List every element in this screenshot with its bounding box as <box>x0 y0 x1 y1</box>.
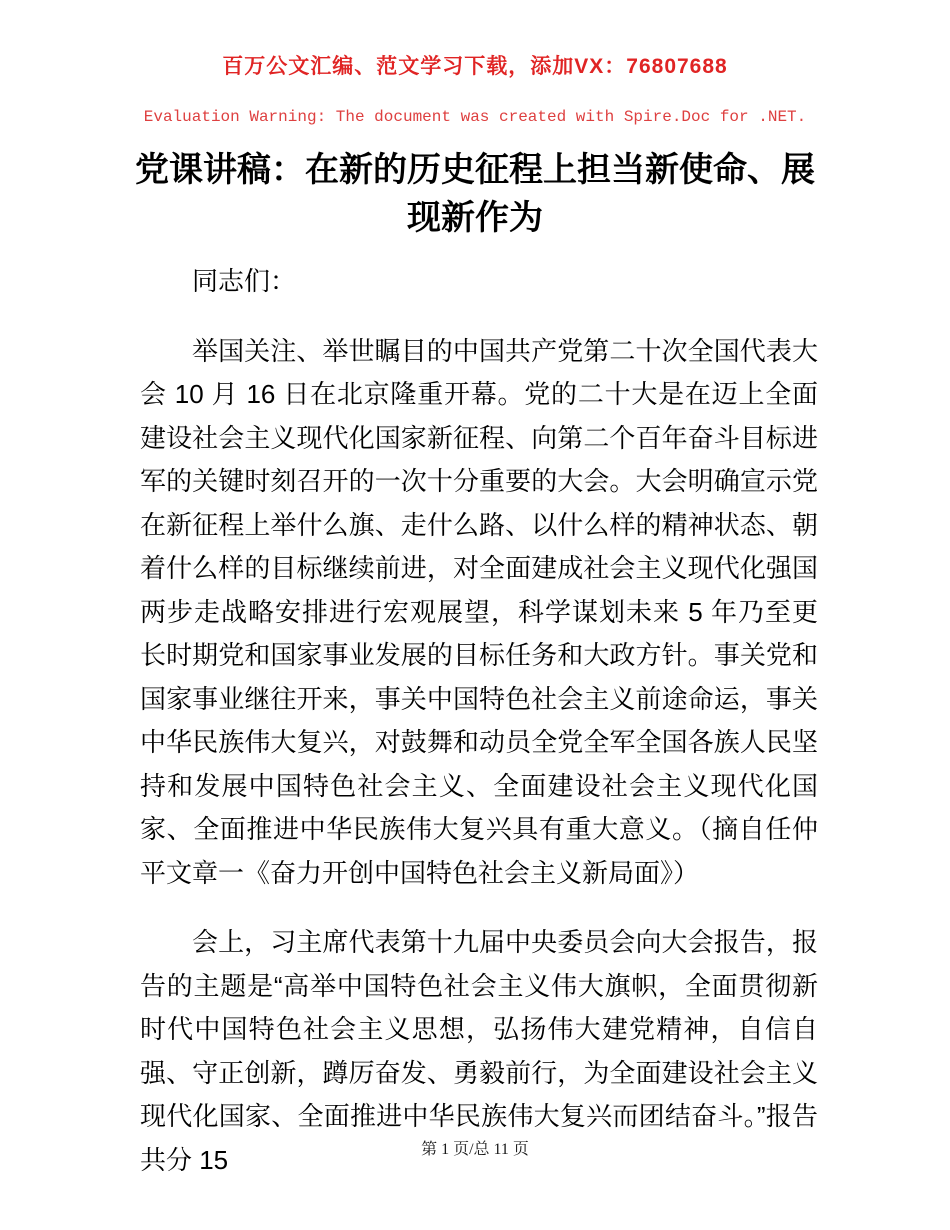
paragraph-1: 举国关注、举世瞩目的中国共产党第二十次全国代表大会 10 月 16 日在北京隆重开幕。党的二十大是在迈上全面建设社会主义现代化国家新征程、向第二个百年奋斗目标进军的关键时刻召开的一次十分重要的大会。大会明确宣示党在新征程上举什么旗、走什么路、以什么样的精神状态、朝着什么样的目标继续前进，对全面建成社会主义现代化强国两步走战略安排进行宏观展望，科学谋划未来 5 年乃至更长时期党和国家事业发展的目标任务和大政方针。事关党和国家事业继往开来，事关中国特色社会主义前途命运，事关中华民族伟大复兴，对鼓舞和动员全党全军全国各族人民坚持和发展中国特色社会主义、全面建设社会主义现代化国家、全面推进中华民族伟大复兴具有重大意义。（摘自任仲平文章一《奋力开创中国特色社会主义新局面》） <box>140 335 818 888</box>
evaluation-warning: Evaluation Warning: The document was created with Spire.Doc for .NET. <box>143 108 807 126</box>
page-number-indicator: 第 1 页/总 11 页 <box>421 1141 529 1158</box>
document-title: 党课讲稿：在新的历史征程上担当新使命、展现新作为 <box>135 151 815 237</box>
paragraph-2: 会上，习主席代表第十九届中央委员会向大会报告，报告的主题是“高举中国特色社会主义伟大旗帜，全面贯彻新时代中国特色社会主义思想，弘扬伟大建党精神，自信自强、守正创新，蹲厉奋发、勇毅前行，为全面建设社会主义现代化国家、全面推进中华民族伟大复兴而团结奋斗。”报告共分 15 <box>140 927 818 1175</box>
salutation: 同志们： <box>192 266 297 296</box>
document-body <box>140 260 818 1182</box>
promo-header: 百万公文汇编、范文学习下载，添加VX：76807688 <box>222 55 728 78</box>
